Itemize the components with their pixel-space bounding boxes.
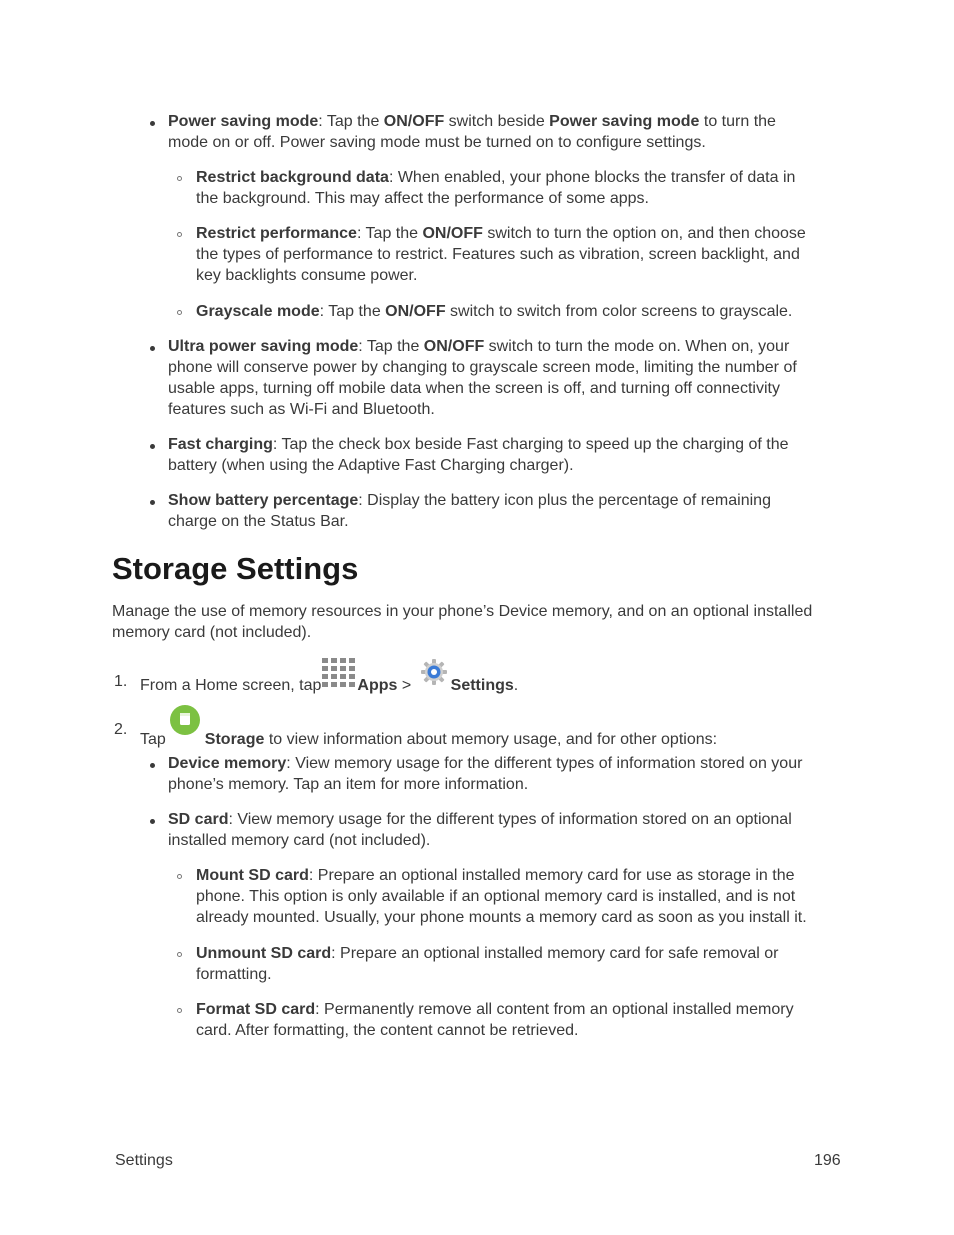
page-number: 196 xyxy=(814,1152,841,1169)
sub-bullet xyxy=(177,1008,182,1013)
bullet xyxy=(150,346,155,351)
list-item: Mount SD card: Prepare an optional installed memory card for use as storage in the phone. This option is only available if an optional memory card is installed, and is not already mounted. Usually, your phone mounts a memory card as soon as you install it. xyxy=(196,867,807,926)
bullet xyxy=(150,819,155,824)
list-item: Format SD card: Permanently remove all content from an optional installed memory card. After formatting, the content cannot be retrieved. xyxy=(196,1001,794,1039)
sub-bullet xyxy=(177,232,182,237)
bullet xyxy=(150,500,155,505)
apps-grid-icon xyxy=(321,656,357,702)
list-item: Grayscale mode: Tap the ON/OFF switch to switch from color screens to grayscale. xyxy=(196,303,793,320)
sub-bullet xyxy=(177,310,182,315)
section-title: Storage Settings xyxy=(112,551,359,586)
sub-bullet xyxy=(177,874,182,879)
step-2: Tap Storage to view information about memory usage, and for other options: xyxy=(140,704,880,758)
sub-bullet xyxy=(177,176,182,181)
list-item: Power saving mode: Tap the ON/OFF switch beside Power saving mode to turn the mode on or off. Power saving mode must be turned on to configure settings. xyxy=(168,113,776,151)
list-item: Device memory: View memory usage for the different types of information stored on your phone’s memory. Tap an item for more information. xyxy=(168,755,803,793)
step-number: 2. xyxy=(114,721,128,738)
list-item: Restrict background data: When enabled, your phone blocks the transfer of data in the background. This may affect the performance of some apps. xyxy=(196,169,796,207)
list-item: Show battery percentage: Display the battery icon plus the percentage of remaining charge on the Status Bar. xyxy=(168,492,771,530)
step-number: 1. xyxy=(114,673,128,690)
list-item: Ultra power saving mode: Tap the ON/OFF switch to turn the mode on. When on, your phone will conserve power by changing to grayscale screen mode, limiting the number of usable apps, turning off mobile data when the screen is off, and turning off connectivity features such as Wi-Fi and Bluetooth. xyxy=(168,338,797,418)
bullet xyxy=(150,763,155,768)
bullet xyxy=(150,444,155,449)
footer-section: Settings xyxy=(115,1152,173,1169)
step-1: From a Home screen, tap Apps > Settings. xyxy=(140,656,860,704)
settings-gear-icon xyxy=(420,658,448,700)
list-item: Restrict performance: Tap the ON/OFF switch to turn the option on, and then choose the types of performance to restrict. Features such as vibration, screen backlight, and key backlights consume power. xyxy=(196,225,806,284)
storage-icon xyxy=(169,704,201,750)
list-item: SD card: View memory usage for the different types of information stored on an optional installed memory card (not included). xyxy=(168,811,792,849)
bullet xyxy=(150,121,155,126)
section-intro: Manage the use of memory resources in your phone’s Device memory, and on an optional installed memory card (not included). xyxy=(112,603,813,641)
list-item: Fast charging: Tap the check box beside Fast charging to speed up the charging of the battery (when using the Adaptive Fast Charging charger). xyxy=(168,436,789,474)
list-item: Unmount SD card: Prepare an optional installed memory card for safe removal or formatting. xyxy=(196,945,779,983)
sub-bullet xyxy=(177,952,182,957)
